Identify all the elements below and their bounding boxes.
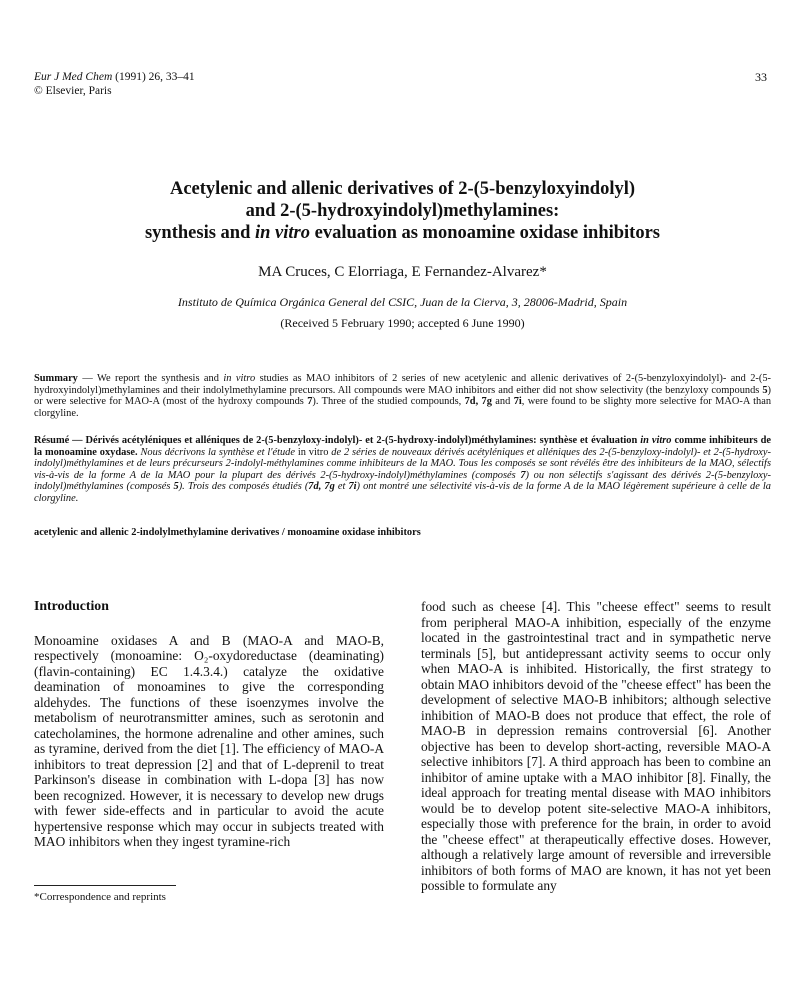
compound-ref: 7d, 7g [464,396,492,408]
journal-citation [34,70,195,98]
journal-volume: (1991) 26, 33–41 [112,71,195,83]
summary-text: and [491,396,514,408]
resume-text: et [334,481,349,493]
resume-heading: Résumé — Dérivés acétyléniques et alléniques de 2-(5-benzyloxy-indolyl)- et 2-(5-hydroxy-indolyl)méthylamines: synthèse et évaluation [34,435,641,446]
title-line-1: Acetylenic and allenic derivatives of 2-(5-benzyloxyindolyl) [169,179,636,199]
resume-text: ) ou non sélectifs s'agissant des dérivés 2-(5-benzyloxy-indolyl)méthylamines (composés [34,469,771,493]
summary-text: ) or were selective for MAO-A (most of the hydroxy compounds [34,384,771,408]
summary-label: Summary [34,373,78,384]
authors: MA Cruces, C Elorriaga, E Fernandez-Alvarez* [258,264,547,280]
compound-ref: 7i [348,481,357,493]
resume-heading: comme inhibiteurs de la monoamine oxydase. [34,435,771,458]
introduction-paragraph-continued: food such as cheese [4]. This "cheese effect" seems to result from peripheral MAO-A inhibition, especially of the enzyme located in the gastrointestinal tract and in sympathetic nerve terminals [5], but antidepressant activity seems to occur only when MAO-A is inhibited. Historically, the first strategy to obtain MAO inhibitors devoid of the "cheese effect" has been the development of selective MAO-B inhibitors; although selective inhibition of MAO-B does not produce that effect, the role of MAO-B in depression remains controversial [6]. Another objective has been to develop short-acting, reversible MAO-A selective inhibitors [7]. A third approach has been to combine an inhibitor of amine uptake with a MAO inhibitor [8]. Finally, the ideal approach for treating mental disease with MAO inhibitors would be to develop potent site-selective MAO-A inhibitors, especially those with preference for the brain, in order to avoid the "cheese effect" at therapeutically effective doses. However, although a relatively large amount of reversible and irreversible inhibitors of both forms of MAO are known, it has not yet been possible to formulate any [421,599,771,893]
footnote: *Correspondence and reprints [34,891,166,903]
summary-text: studies as MAO inhibitors of 2 series of new acetylenic and allenic derivatives of 2-(5-benzyloxyindolyl)- and 2-(5-hydroxyindolyl)methylamines and their indolylmethylamine precursors. All compounds were MAO inhibitors and either did not show selectivity (the benzyloxy compounds [34,373,772,396]
summary-text: ). Three of the studied compounds, [312,396,465,408]
resume-text: Nous décrivons la synthèse et l'étude [137,446,298,458]
journal-name: Eur J Med Chem [34,71,113,83]
title-in-vitro: in vitro [255,223,310,243]
keywords: acetylenic and allenic 2-indolylmethylamine derivatives / monoamine oxidase inhibitors [34,527,421,538]
column-left [34,598,384,850]
affiliation: Instituto de Química Orgánica General del CSIC, Juan de la Cierva, 3, 28006-Madrid, Spain [177,295,628,309]
received-dates: (Received 5 February 1990; accepted 6 June 1990) [280,316,525,330]
introduction-heading: Introduction [34,598,109,613]
column-right [421,599,771,894]
compound-ref: 7i [513,396,522,408]
title-line-3-end: evaluation as monoamine oxidase inhibitors [310,223,661,243]
compound-ref: 7 [307,396,313,408]
journal-line [34,70,195,84]
compound-ref: 7 [520,469,526,481]
footnote-rule [34,885,176,886]
summary-abstract [34,373,771,419]
compound-ref: 7d, 7g [308,481,335,493]
title-line-2: and 2-(5-hydroxyindolyl)methylamines: [245,201,560,221]
resume-text: ). Trois des composés étudiés ( [178,481,309,493]
summary-italic: in vitro [223,373,256,384]
summary-text: , were found to be slighty more selective for MAO-A than clorgyline. [34,396,772,419]
page-number: 33 [755,70,767,84]
publisher: © Elsevier, Paris [34,85,112,97]
summary-text: — We report the synthesis and [77,373,224,384]
title-line-3-start: synthesis and [144,223,255,243]
compound-ref: 5 [762,384,768,396]
title-line-3 [40,222,765,244]
paper-title [40,178,765,244]
resume-abstract [34,435,771,505]
resume-heading-italic: in vitro [640,435,672,446]
resume-text: ) ont montré une sélectivité vis-à-vis de la forme A de la MAO légèrement supérieure à celle de la clorgyline. [34,481,771,504]
resume-text-normal: in vitro [297,446,329,458]
resume-text: de 2 séries de nouveaux dérivés acétyléniques et alléniques des 2-(5-benzyloxy-indolyl)- et 2-(5-hydroxy-indolyl)méthylamines et de leurs précurseurs 2-indolyl-méthylamines comme inhibiteurs de la MAO. Tous les composés se sont révélés être des inhibiteurs de la MAO, sélectifs vis-à-vis de la forme A de la MAO pour la plupart des dérivés 2-(5-hydroxy-indolyl)méthylamines (composés [34,446,771,481]
compound-ref: 5 [173,481,179,493]
introduction-paragraph: Monoamine oxidases A and B (MAO-A and MAO-B, respectively (monoamine: O₂-oxydoreductase (deaminating) (flavin-containing) EC 1.4.3.4.) catalyze the oxidative deamination of monoamines to give the corresponding aldehydes. The functions of these isoenzymes involve the metabolism of neurotransmitter amines, such as serotonin and catecholamines, the hormone adrenaline and other amines, such as tyramine, derived from the diet [1]. The efficiency of MAO-A inhibitors to treat depression [2] and that of L-deprenil to treat Parkinson's disease in combination with L-dopa [3] has now been recognized. However, it is necessary to develop new drugs with fewer side-effects and in particular to avoid the acute hypertensive response which may occur in subjects treated with MAO inhibitors when they ingest tyramine-rich [34,632,384,849]
